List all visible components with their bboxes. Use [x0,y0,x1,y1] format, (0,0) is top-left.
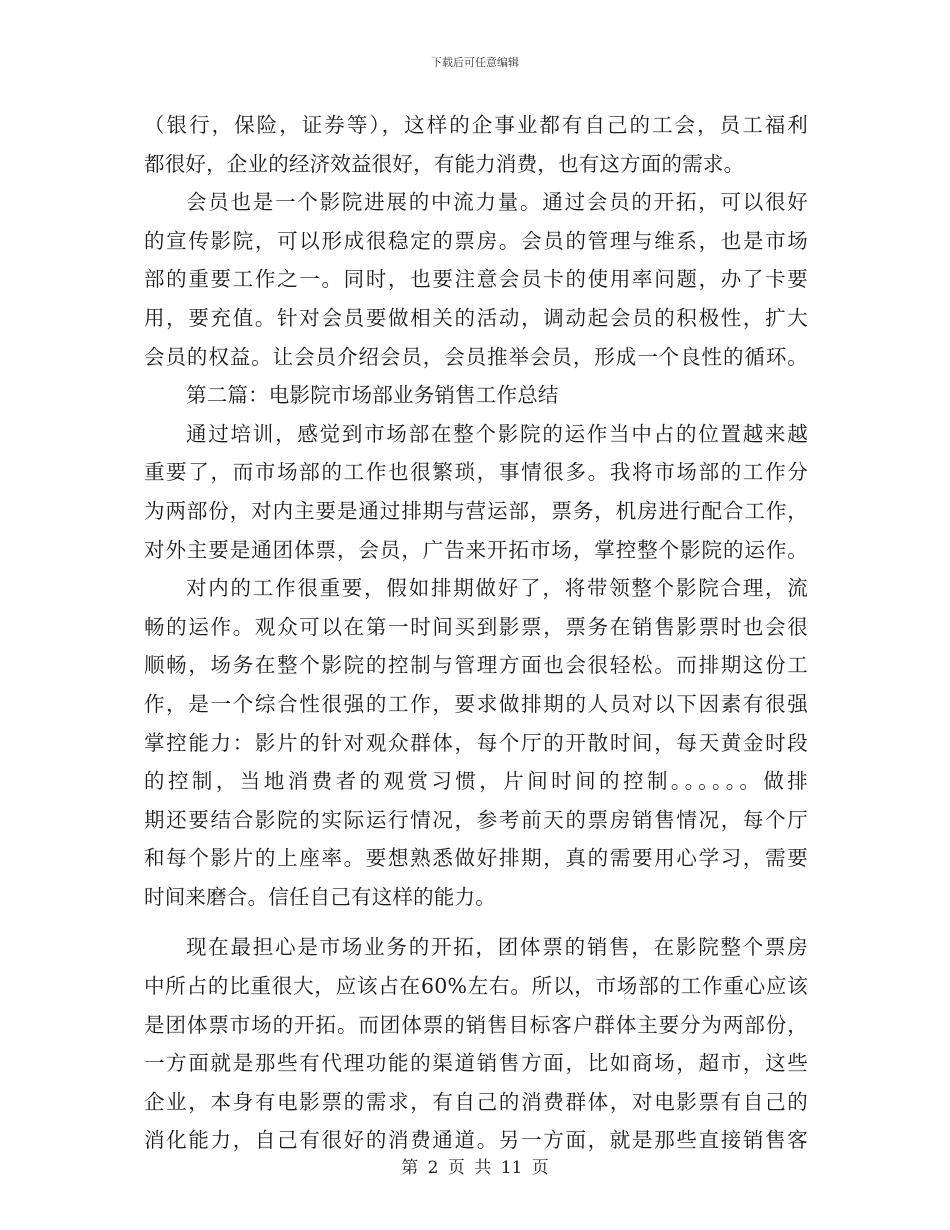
body-line: 顺畅，场务在整个影院的控制与管理方面也会很轻松。而排期这份工 [144,653,808,678]
document-body [144,106,808,1160]
body-line: 和每个影片的上座率。要想熟悉做好排期，真的需要用心学习，需要 [144,846,808,871]
body-line: 消化能力，自己有很好的消费通道。另一方面，就是那些直接销售客 [144,1128,808,1153]
body-line: 会员的权益。让会员介绍会员，会员推举会员，形成一个良性的循环。 [144,344,808,369]
body-line: （银行，保险，证券等），这样的企事业都有自己的工会，员工福利 [144,113,808,137]
body-line: 都很好，企业的经济效益很好，有能力消费，也有这方面的需求。 [144,151,745,176]
body-line: 企业，本身有电影票的需求，有自己的消费群体，对电影票有自己的 [144,1089,808,1114]
body-line: 一方面就是那些有代理功能的渠道销售方面，比如商场，超市，这些 [144,1051,808,1076]
body-line: 通过培训，感觉到市场部在整个影院的运作当中占的位置越来越 [186,421,808,446]
body-line: 为两部份，对内主要是通过排期与营运部，票务，机房进行配合工作， [144,498,808,523]
page-number-footer: 第 2 页 共 11 页 [401,1158,549,1178]
body-line: 重要了，而市场部的工作也很繁琐，事情很多。我将市场部的工作分 [144,460,808,485]
body-line: 中所占的比重很大，应该占在60%左右。所以，市场部的工作重心应该 [144,974,808,999]
body-line: 对内的工作很重要，假如排期做好了，将带领整个影院合理，流 [186,576,808,601]
body-line: 对外主要是通团体票，会员，广告来开拓市场，掌控整个影院的运作。 [144,537,808,562]
body-line: 的控制，当地消费者的观赏习惯，片间时间的控制。。。。。。做排 [144,769,808,794]
body-line: 期还要结合影院的实际运行情况，参考前天的票房销售情况，每个厅 [144,807,808,832]
body-line: 部的重要工作之一。同时，也要注意会员卡的使用率问题，办了卡要 [144,267,808,292]
body-line: 时间来磨合。信任自己有这样的能力。 [144,884,496,909]
body-line: 现在最担心是市场业务的开拓，团体票的销售，在影院整个票房 [186,935,808,960]
body-line: 畅的运作。观众可以在第一时间买到影票，票务在销售影票时也会很 [144,614,808,639]
body-line: 作，是一个综合性很强的工作，要求做排期的人员对以下因素有很强 [144,691,808,716]
body-line: 用，要充值。针对会员要做相关的活动，调动起会员的积极性，扩大 [144,305,808,330]
body-line: 的宣传影院，可以形成很稳定的票房。会员的管理与维系，也是市场 [144,228,808,253]
body-line: 会员也是一个影院进展的中流力量。通过会员的开拓，可以很好 [186,190,808,215]
section-heading: 第二篇：电影院市场部业务销售工作总结 [186,383,559,408]
body-line: 掌控能力：影片的针对观众群体，每个厅的开散时间，每天黄金时段 [144,730,808,755]
body-line: 是团体票市场的开拓。而团体票的销售目标客户群体主要分为两部份， [144,1012,808,1037]
paragraph-gap [144,916,808,928]
page-header: 下载后可任意编辑 [431,56,519,69]
